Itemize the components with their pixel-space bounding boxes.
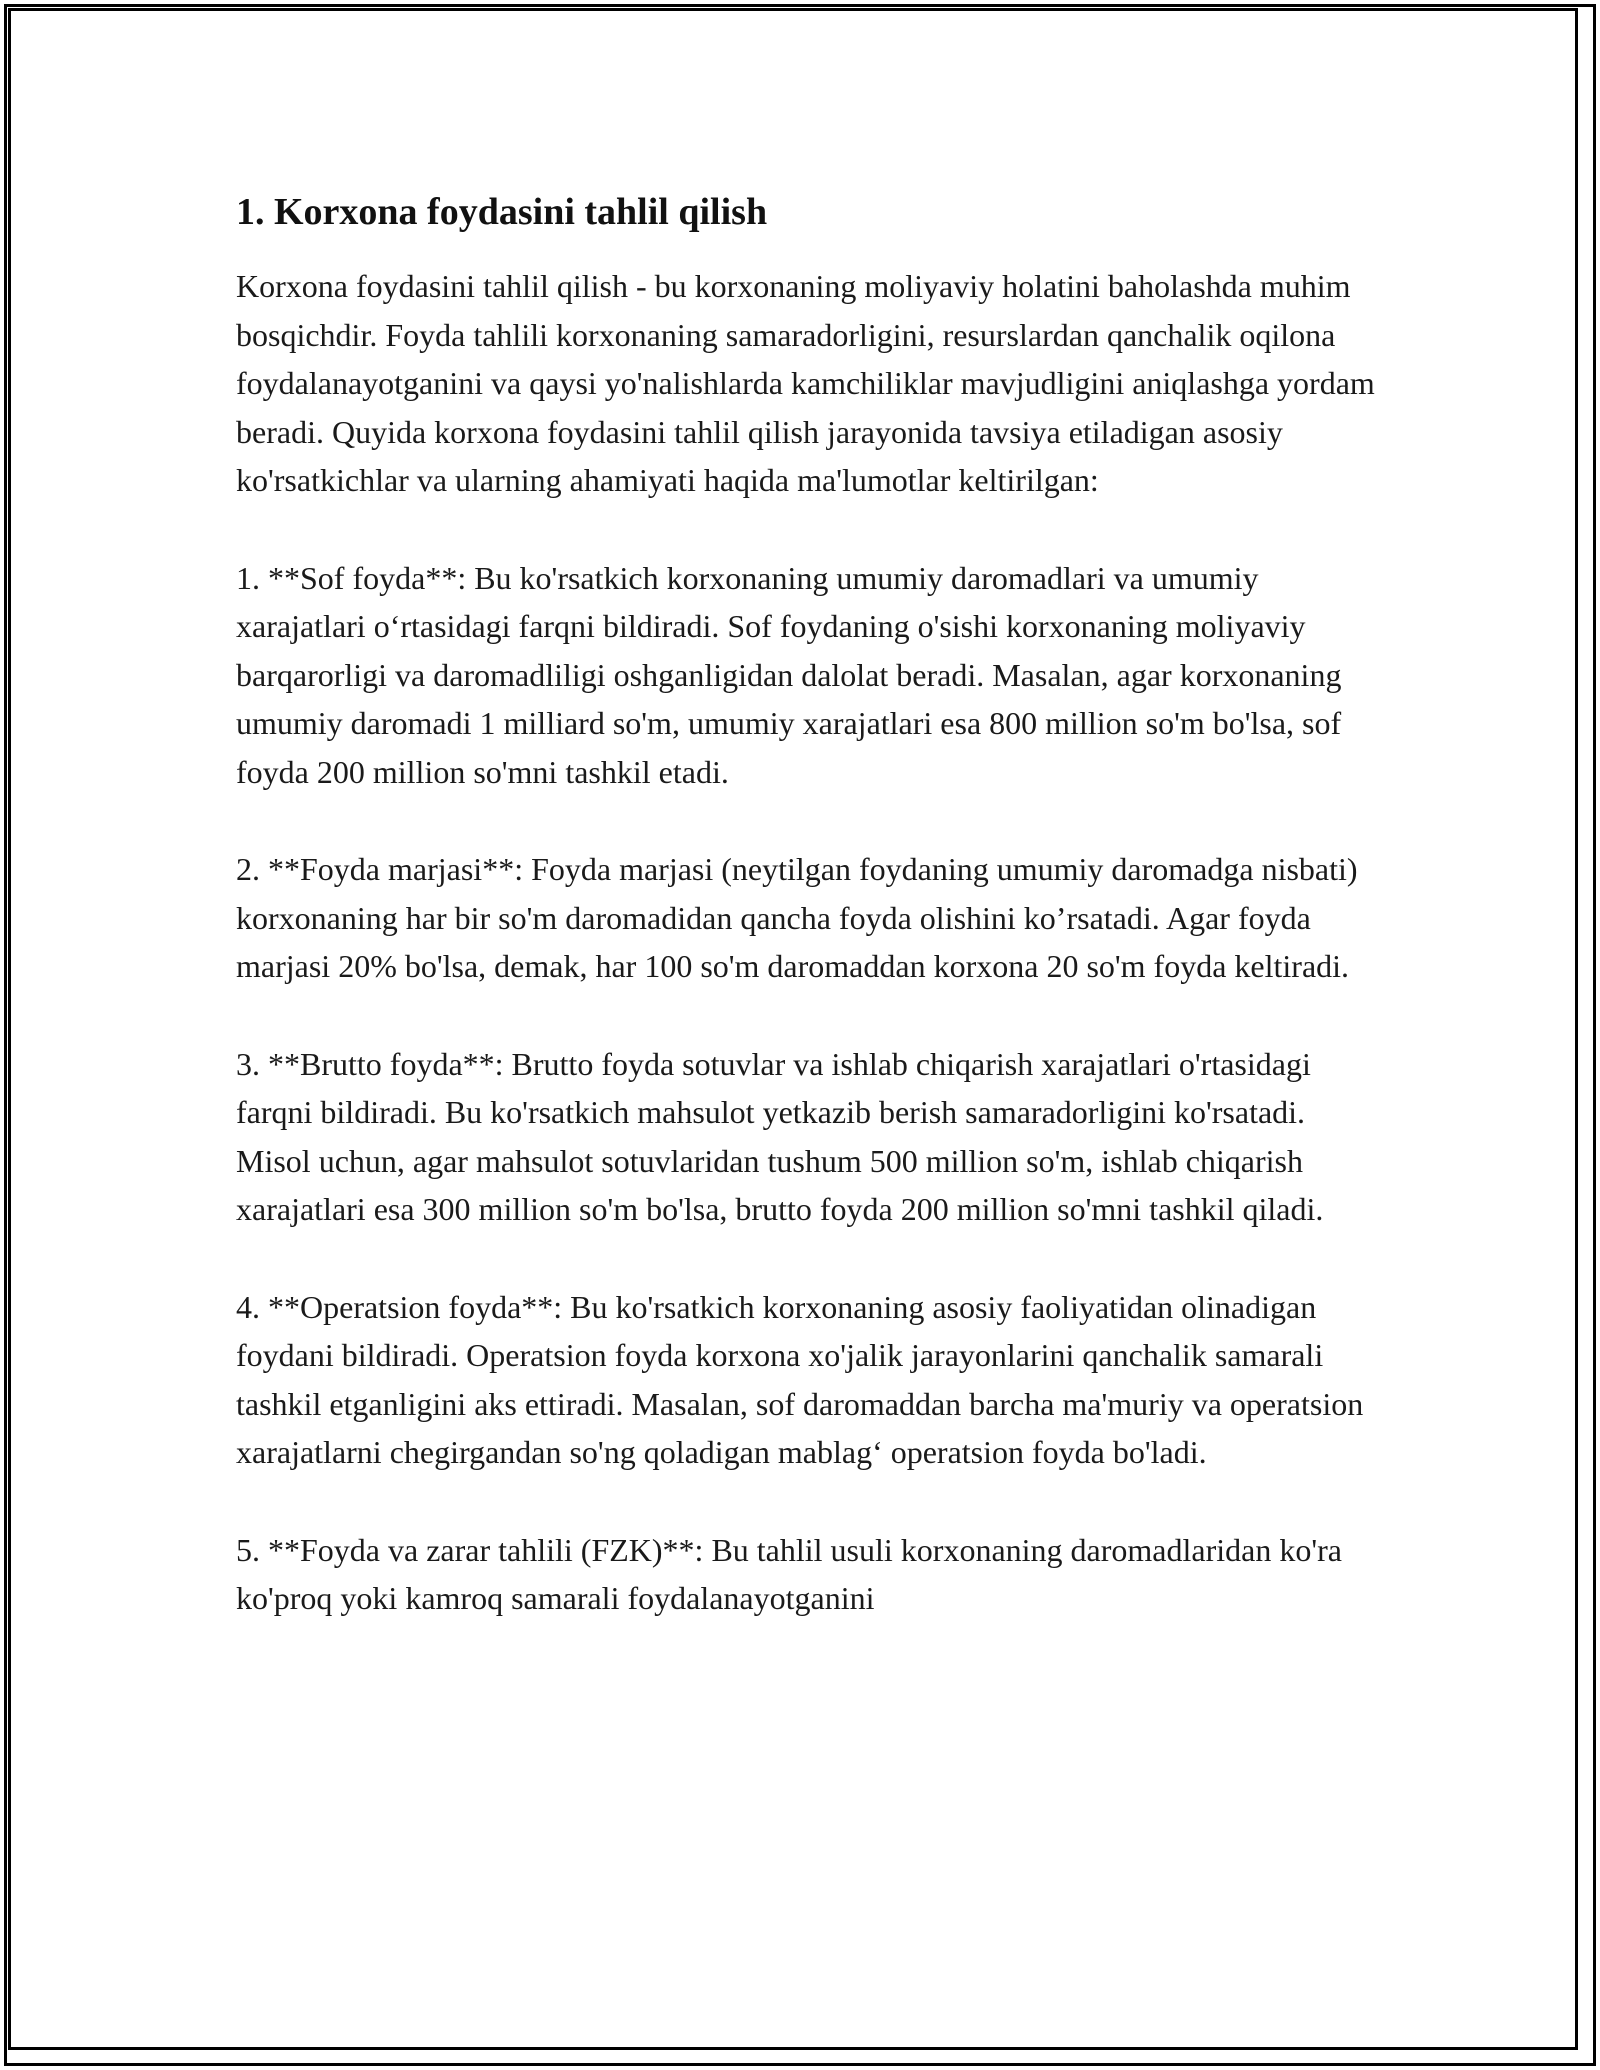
list-item-net-profit: 1. **Sof foyda**: Bu ko'rsatkich korxonaning umumiy daromadlari va umumiy xarajatlari o‘rtasidagi farqni bildiradi. Sof foydaning o'sishi korxonaning moliyaviy barqarorligi va daromadliligi oshganligidan dalolat beradi. Masalan, agar korxonaning umumiy daromadi 1 milliard so'm, umumiy xarajatlari esa 800 million so'm bo'lsa, sof foyda 200 million so'mni tashkil etadi.: [236, 559, 1342, 790]
document-page: [236, 180, 1386, 1623]
list-item-profit-margin: 2. **Foyda marjasi**: Foyda marjasi (neytilgan foydaning umumiy daromadga nisbati) korxonaning har bir so'm daromadidan qancha foyda olishini ko’rsatadi. Agar foyda marjasi 20% bo'lsa, demak, har 100 so'm daromaddan korxona 20 so'm foyda keltiradi.: [236, 851, 1358, 984]
list-item-gross-profit: 3. **Brutto foyda**: Brutto foyda sotuvlar va ishlab chiqarish xarajatlari o'rtasidagi farqni bildiradi. Bu ko'rsatkich mahsulot yetkazib berish samaradorligini ko'rsatadi. Misol uchun, agar mahsulot sotuvlaridan tushum 500 million so'm, ishlab chiqarish xarajatlari esa 300 million so'm bo'lsa, brutto foyda 200 million so'mni tashkil qiladi.: [236, 1045, 1324, 1227]
section-heading: 1. Korxona foydasini tahlil qilish: [236, 191, 768, 233]
list-item-operating-profit: 4. **Operatsion foyda**: Bu ko'rsatkich korxonaning asosiy faoliyatidan olinadigan foydani bildiradi. Operatsion foyda korxona xo'jalik jarayonlarini qanchalik samarali tashkil etganligini aks ettiradi. Masalan, sof daromaddan barcha ma'muriy va operatsion xarajatlarni chegirgandan so'ng qoladigan mablag‘ operatsion foyda bo'ladi.: [236, 1288, 1364, 1470]
list-item-profit-loss-analysis: 5. **Foyda va zarar tahlili (FZK)**: Bu tahlil usuli korxonaning daromadlaridan ko'ra ko'proq yoki kamroq samarali foydalanayotganini: [236, 1531, 1342, 1616]
intro-paragraph: Korxona foydasini tahlil qilish - bu korxonaning moliyaviy holatini baholashda muhim bosqichdir. Foyda tahlili korxonaning samaradorligini, resurslardan qanchalik oqilona foydalanayotganini va qaysi yo'nalishlarda kamchiliklar mavjudligini aniqlashga yordam beradi. Quyida korxona foydasini tahlil qilish jarayonida tavsiya etiladigan asosiy ko'rsatkichlar va ularning ahamiyati haqida ma'lumotlar keltirilgan:: [236, 268, 1375, 498]
